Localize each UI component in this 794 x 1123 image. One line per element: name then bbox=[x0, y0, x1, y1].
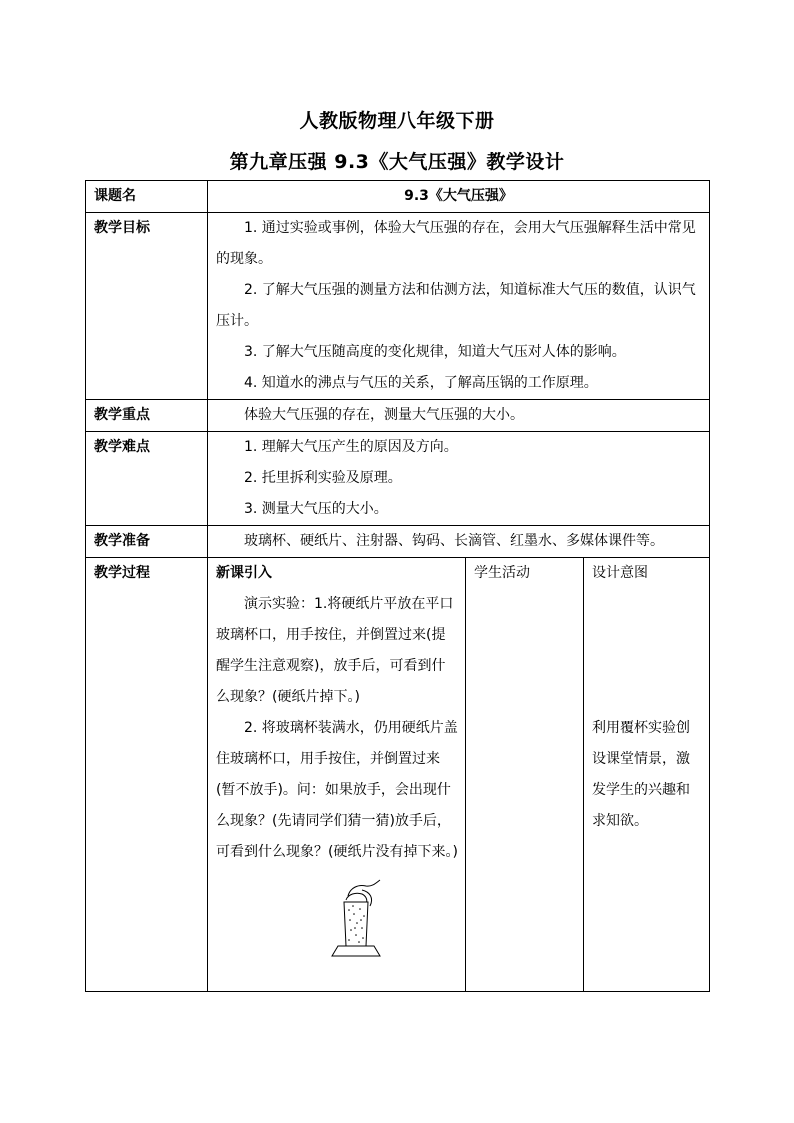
difficulty-content bbox=[208, 432, 710, 526]
student-activity-heading: 学生活动 bbox=[474, 565, 530, 581]
lesson-plan-table bbox=[85, 180, 710, 992]
row-topic bbox=[86, 181, 710, 213]
row-focus bbox=[86, 400, 710, 432]
student-activity-col bbox=[466, 558, 584, 992]
prep-content bbox=[208, 526, 710, 558]
goals-label: 教学目标 bbox=[86, 213, 208, 400]
design-intent-heading: 设计意图 bbox=[592, 565, 648, 581]
process-para-1: 演示实验：1.将硬纸片平放在平口玻璃杯口，用手按住，并倒置过来(提醒学生注意观察)，放手后，可看到什么现象？(硬纸片掉下。) bbox=[216, 596, 454, 705]
goal-item: 3. 了解大气压随高度的变化规律，知道大气压对人体的影响。 bbox=[244, 344, 626, 360]
design-intent-col bbox=[584, 558, 710, 992]
row-difficulty bbox=[86, 432, 710, 526]
row-process bbox=[86, 558, 710, 992]
topic-label: 课题名 bbox=[86, 181, 208, 213]
difficulty-item: 3. 测量大气压的大小。 bbox=[244, 501, 388, 517]
goal-item: 2. 了解大气压强的测量方法和估测方法，知道标准大气压的数值，认识气压计。 bbox=[216, 282, 696, 329]
doc-subtitle: 第九章压强 9.3《大气压强》教学设计 bbox=[229, 151, 565, 173]
focus-content bbox=[208, 400, 710, 432]
difficulty-label: 教学难点 bbox=[86, 432, 208, 526]
prep-label: 教学准备 bbox=[86, 526, 208, 558]
topic-value: 9.3《大气压强》 bbox=[208, 181, 710, 213]
doc-title: 人教版物理八年级下册 bbox=[299, 110, 495, 132]
process-content bbox=[208, 558, 466, 992]
focus-label: 教学重点 bbox=[86, 400, 208, 432]
difficulty-item: 2. 托里拆利实验及原理。 bbox=[244, 470, 402, 486]
intro-heading: 新课引入 bbox=[216, 565, 272, 581]
goal-item: 1. 通过实验或事例，体验大气压强的存在，会用大气压强解释生活中常见的现象。 bbox=[216, 220, 696, 267]
goal-item: 4. 知道水的沸点与气压的关系，了解高压锅的工作原理。 bbox=[244, 375, 598, 391]
process-para-2: 2. 将玻璃杯装满水，仍用硬纸片盖住玻璃杯口，用手按住，并倒置过来(暂不放手)。问：如果放手，会出现什么现象？(先请同学们猜一猜)放手后，可看到什么现象？(硬纸片没有掉下来。) bbox=[216, 720, 458, 860]
cup-experiment-illustration bbox=[326, 878, 386, 960]
row-prep bbox=[86, 526, 710, 558]
focus-text: 体验大气压强的存在，测量大气压强的大小。 bbox=[244, 407, 524, 423]
process-label: 教学过程 bbox=[86, 558, 208, 992]
design-intent-note: 利用覆杯实验创设课堂情景，激发学生的兴趣和求知欲。 bbox=[592, 720, 690, 829]
prep-text: 玻璃杯、硬纸片、注射器、钩码、长滴管、红墨水、多媒体课件等。 bbox=[244, 533, 664, 549]
goals-content bbox=[208, 213, 710, 400]
difficulty-item: 1. 理解大气压产生的原因及方向。 bbox=[244, 439, 458, 455]
row-goals bbox=[86, 213, 710, 400]
